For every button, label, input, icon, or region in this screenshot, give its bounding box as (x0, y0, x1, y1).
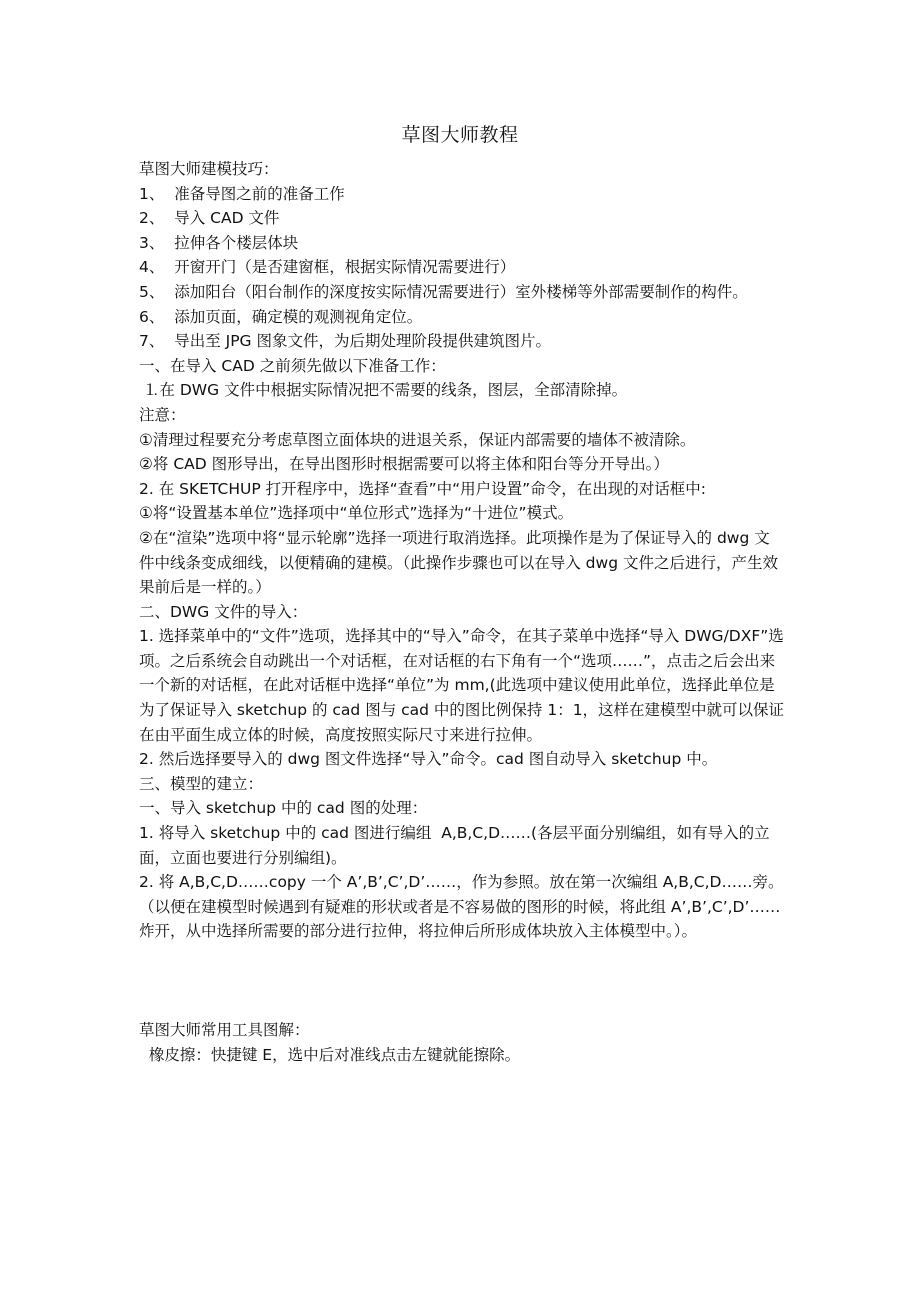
list-item: 2、 导入 CAD 文件 (139, 209, 280, 228)
list-item: 4、 开窗开门（是否建窗框，根据实际情况需要进行） (139, 258, 516, 277)
paragraph: 1. 选择菜单中的“文件”选项，选择其中的“导入”命令，在其子菜单中选择“导入 DWG/DXF”选项。之后系统会自动跳出一个对话框，在对话框的右下角有一个“选项……”，点击之后会出来一个新的对话框，在此对话框中选择“单位”为 mm,(此选项中建议使用此单位，选择此单位是为了保证导入 sketchup 的 cad 图与 cad 中的图比例保持 1：1，这样在建模型中就可以保证在由平面生成立体的时候，高度按照实际尺寸来进行拉伸。 (139, 627, 785, 744)
section-heading: 三、模型的建立： (139, 774, 264, 793)
paragraph: 2. 将 A,B,C,D……copy 一个 A’,B’,C’,D’……，作为参照。放在第一次编组 A,B,C,D……旁。 (139, 873, 784, 892)
list-item: 3、 拉伸各个楼层体块 (139, 233, 299, 252)
list-item: 1、 准备导图之前的准备工作 (139, 184, 345, 203)
paragraph: 草图大师建模技巧： (139, 160, 279, 178)
paragraph: ②将 CAD 图形导出，在导出图形时根据需要可以将主体和阳台等分开导出。） (139, 455, 669, 474)
paragraph: ②在“渲染”选项中将“显示轮廓”选择一项进行取消选择。此项操作是为了保证导入的 dwg 文件中线条变成细线，以便精确的建模。（此操作步骤也可以在导入 dwg 文件之后进行，产生效果前后是一样的。） (139, 528, 778, 597)
sub-heading: 一、导入 sketchup 中的 cad 图的处理： (139, 799, 428, 818)
tools-heading: 草图大师常用工具图解： (139, 1021, 310, 1039)
list-item: 5、 添加阳台（阳台制作的深度按实际情况需要进行）室外楼梯等外部需要制作的构件。 (139, 282, 748, 301)
paragraph: （以便在建模型时候遇到有疑难的形状或者是不容易做的图形的时候，将此组 A’,B’,C’,D’……炸开，从中选择所需要的部分进行拉伸，将拉伸后所形成体块放入主体模型中。）。 (139, 897, 781, 941)
document-body (139, 157, 785, 1067)
paragraph: ①将“设置基本单位”选择项中“单位形式”选择为“十进位”模式。 (139, 504, 574, 523)
paragraph: 2. 在 SKETCHUP 打开程序中，选择“查看”中“用户设置”命令，在出现的对话框中: (139, 479, 706, 498)
blank-space (139, 944, 785, 1018)
paragraph: 2. 然后选择要导入的 dwg 图文件选择“导入”命令。cad 图自动导入 sketchup 中。 (139, 750, 718, 769)
paragraph: ⒈在 DWG 文件中根据实际情况把不需要的线条，图层，全部清除掉。 (139, 381, 628, 400)
paragraph: 1. 将导入 sketchup 中的 cad 图进行编组 A,B,C,D……(各层平面分别编组，如有导入的立面，立面也要进行分别编组)。 (139, 824, 770, 867)
document-title: 草图大师教程 (401, 124, 519, 146)
note-heading: 注意： (139, 405, 186, 424)
list-item: 6、 添加页面，确定模的观测视角定位。 (139, 307, 423, 326)
section-heading: 二、DWG 文件的导入： (139, 602, 308, 621)
list-item: 7、 导出至 JPG 图象文件，为后期处理阶段提供建筑图片。 (139, 332, 552, 351)
tool-description: 橡皮擦：快捷键 E，选中后对准线点击左键就能擦除。 (139, 1045, 521, 1064)
paragraph: ①清理过程要充分考虑草图立面体块的进退关系，保证内部需要的墙体不被清除。 (139, 430, 696, 449)
section-heading: 一、在导入 CAD 之前须先做以下准备工作： (139, 356, 446, 375)
